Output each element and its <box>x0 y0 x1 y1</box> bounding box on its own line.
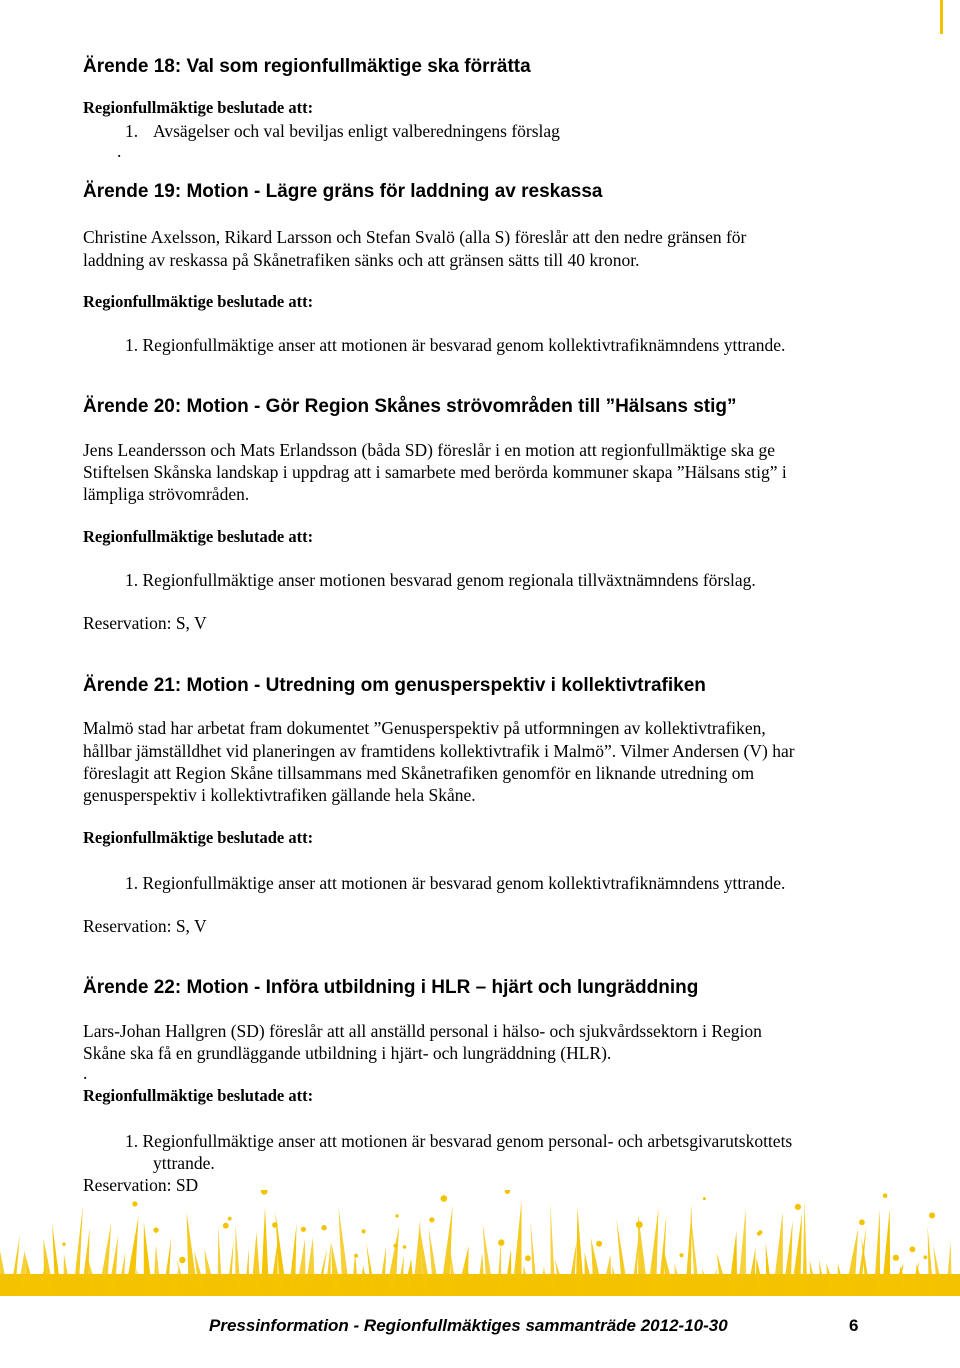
corner-accent-bar <box>940 0 943 34</box>
grass-splash <box>910 1246 916 1252</box>
grass-stroke <box>792 1213 802 1290</box>
grass-stroke <box>882 1209 890 1290</box>
grass-splash <box>429 1217 434 1222</box>
grass-splash <box>680 1253 684 1257</box>
arende-20-body-line: Stiftelsen Skånska landskap i uppdrag att i samarbete med berörda kommuner skapa ”Hälsans stig” i <box>83 462 787 482</box>
grass-splash <box>228 1217 232 1221</box>
arende-18-item: Avsägelser och val beviljas enligt valberedningens förslag <box>153 121 560 141</box>
grass-stroke <box>235 1225 241 1290</box>
grass-splash <box>795 1204 801 1210</box>
grass-splash <box>505 1190 510 1194</box>
grass-stroke <box>729 1231 737 1290</box>
arende-22-dot: . <box>83 1063 88 1083</box>
arende-21-body-line: hållbar jämställdhet vid planeringen av framtidens kollektivtrafik i Malmö”. Vilmer Andersen (V) har <box>83 741 795 761</box>
grass-stroke <box>352 1252 358 1290</box>
grass-splash <box>179 1257 185 1263</box>
arende-18-item-number: 1. <box>125 121 139 141</box>
grass-splash <box>883 1193 888 1198</box>
arende-20-body-line: Jens Leandersson och Mats Erlandsson (båda SD) föreslår i en motion att regionfullmäktige ska ge <box>83 440 776 460</box>
page-number: 6 <box>849 1316 859 1335</box>
arende-21-heading: Ärende 21: Motion - Utredning om genusperspektiv i kollektivtrafiken <box>83 675 706 696</box>
arende-22-reservation: Reservation: SD <box>83 1175 199 1195</box>
grass-stroke <box>603 1254 612 1290</box>
grass-splash <box>859 1219 865 1225</box>
grass-splash <box>362 1229 366 1233</box>
grass-stroke <box>305 1237 315 1290</box>
grass-splash <box>441 1195 448 1202</box>
arende-21-body-line: föreslagit att Region Skåne tillsammans med Skånetrafiken genomför en liknande utredning om <box>83 763 755 783</box>
arende-18-heading: Ärende 18: Val som regionfullmäktige ska förrätta <box>83 56 531 77</box>
grass-splash <box>596 1241 602 1247</box>
arende-22-item-line: yttrande. <box>153 1153 215 1173</box>
footer-press-info: Pressinformation - Regionfullmäktiges sammanträde 2012-10-30 <box>209 1316 728 1335</box>
grass-stroke <box>153 1245 161 1290</box>
grass-stroke <box>413 1220 423 1290</box>
arende-21-body-line: Malmö stad har arbetat fram dokumentet ”Genusperspektiv på utformningen av kollektivtrafiken, <box>83 718 766 738</box>
grass-stroke <box>747 1247 755 1290</box>
grass-splash <box>703 1197 706 1200</box>
grass-stroke <box>505 1249 512 1290</box>
arende-21-body-line: genusperspektiv i kollektivtrafiken gällande hela Skåne. <box>83 785 476 805</box>
grass-stroke <box>458 1246 469 1290</box>
arende-21-item: 1. Regionfullmäktige anser att motionen är besvarad genom kollektivtrafiknämndens yttrande. <box>125 873 786 893</box>
grass-stroke <box>738 1208 746 1290</box>
arende-22-item-line: 1. Regionfullmäktige anser att motionen är besvarad genom personal- och arbetsgivarutskottets <box>125 1131 793 1151</box>
arende-22-body-line: Skåne ska få en grundläggande utbildning i hjärt- och lungräddning (HLR). <box>83 1043 612 1063</box>
arende-18-decided-label: Regionfullmäktige beslutade att: <box>83 98 314 117</box>
grass-stroke <box>803 1201 808 1290</box>
grass-stroke <box>874 1209 880 1290</box>
grass-stroke <box>477 1253 484 1290</box>
grass-stroke <box>576 1208 584 1290</box>
arende-20-heading: Ärende 20: Motion - Gör Region Skånes strövområden till ”Hälsans stig” <box>83 396 737 417</box>
grass-stroke <box>296 1239 305 1290</box>
grass-splash <box>525 1255 531 1261</box>
arende-22-body-line: Lars-Johan Hallgren (SD) föreslår att all anställd personal i hälso- och sjukvårdssektorn i Region <box>83 1021 762 1041</box>
footer-grass-decoration <box>0 1190 960 1320</box>
arende-19-body-line: laddning av reskassa på Skånetrafiken sänks och att gränsen sätts till 40 kronor. <box>83 250 640 270</box>
arende-20-body-line: lämpliga strövområden. <box>83 484 250 504</box>
grass-stroke <box>218 1226 223 1290</box>
grass-splash <box>395 1214 398 1217</box>
grass-stroke <box>289 1224 297 1290</box>
arende-22-decided-label: Regionfullmäktige beslutade att: <box>83 1086 314 1105</box>
grass-splash <box>893 1255 899 1261</box>
arende-22-heading: Ärende 22: Motion - Införa utbildning i HLR – hjärt och lungräddning <box>83 977 699 998</box>
arende-19-body-line: Christine Axelsson, Rikard Larsson och Stefan Svalö (alla S) föreslår att den nedre gränsen för <box>83 227 747 247</box>
grass-splash <box>929 1212 935 1218</box>
grass-splash <box>924 1255 928 1259</box>
grass-stroke <box>261 1207 269 1290</box>
grass-stroke <box>946 1242 952 1290</box>
grass-stroke <box>550 1204 555 1290</box>
grass-stroke <box>251 1232 260 1290</box>
arende-19-item: 1. Regionfullmäktige anser att motionen är besvarad genom kollektivtrafiknämndens yttrande. <box>125 335 786 355</box>
grass-splash <box>132 1201 137 1206</box>
grass-splash <box>498 1239 504 1245</box>
arende-18-dot: . <box>117 141 122 161</box>
grass-stroke <box>756 1258 764 1290</box>
grass-stroke <box>773 1212 783 1290</box>
grass-stroke <box>245 1249 249 1290</box>
arende-19-heading: Ärende 19: Motion - Lägre gräns för laddning av reskassa <box>83 181 603 202</box>
grass-splash <box>354 1254 358 1258</box>
arende-21-decided-label: Regionfullmäktige beslutade att: <box>83 828 314 847</box>
arende-19-decided-label: Regionfullmäktige beslutade att: <box>83 292 314 311</box>
grass-stroke <box>512 1200 521 1290</box>
grass-stroke <box>187 1212 198 1290</box>
grass-stroke <box>144 1222 152 1290</box>
grass-splash <box>62 1243 65 1246</box>
grass-splash <box>301 1227 306 1232</box>
grass-splash <box>403 1245 407 1249</box>
grass-splash <box>757 1232 761 1236</box>
arende-21-reservation: Reservation: S, V <box>83 916 207 936</box>
arende-20-item: 1. Regionfullmäktige anser motionen besvarad genom regionala tillväxtnämndens förslag. <box>125 570 756 590</box>
arende-20-reservation: Reservation: S, V <box>83 613 207 633</box>
grass-stroke <box>63 1254 70 1290</box>
arende-20-decided-label: Regionfullmäktige beslutade att: <box>83 527 314 546</box>
grass-splash <box>223 1223 229 1229</box>
grass-splash <box>153 1227 158 1232</box>
grass-splash <box>261 1190 268 1195</box>
grass-splash <box>321 1225 326 1230</box>
grass-splash <box>393 1244 397 1248</box>
